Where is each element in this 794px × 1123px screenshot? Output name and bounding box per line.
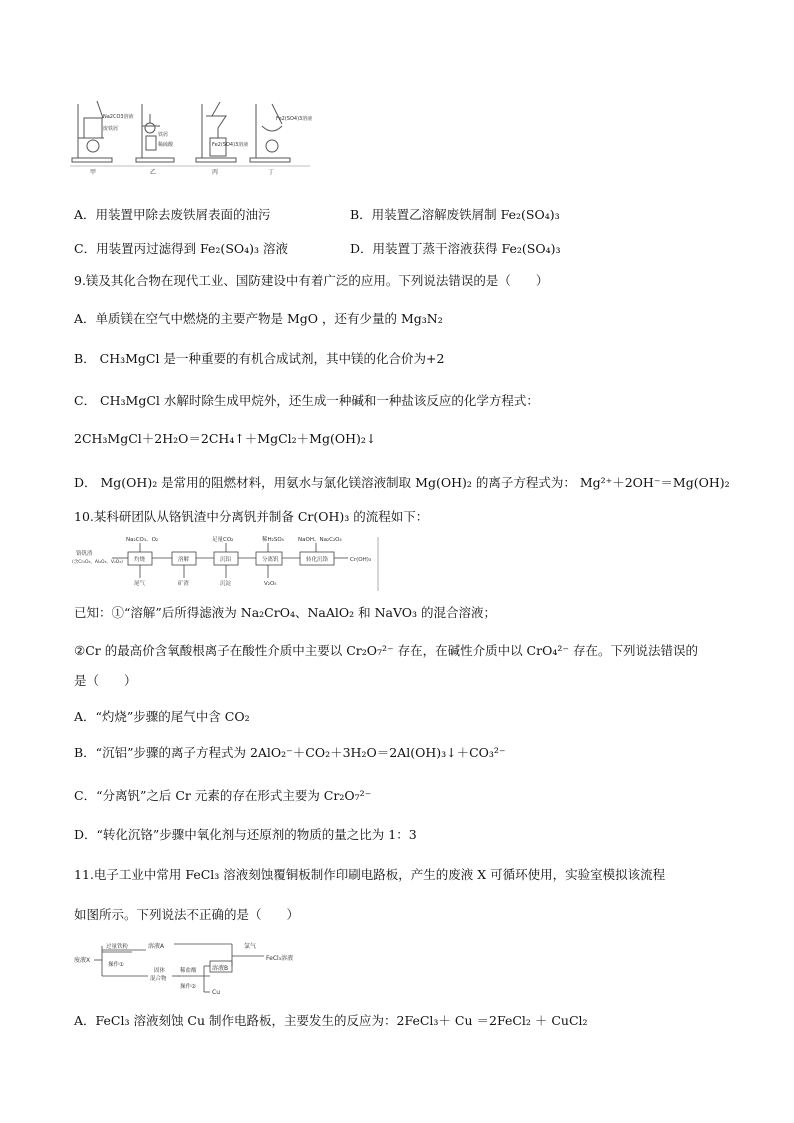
output-tail-gas: 尾气	[134, 581, 146, 587]
q9-option-a[interactable]: A．单质镁在空气中燃烧的主要产物是 MgO ，还有少量的 Mg₃N₂	[74, 311, 443, 326]
q11-process-flowchart	[72, 936, 312, 996]
q9-option-c-equation: 2CH₃MgCl＋2H₂O＝2CH₄↑＋MgCl₂＋Mg(OH)₂↓	[74, 431, 377, 446]
q8-option-a[interactable]: A．用装置甲除去废铁屑表面的油污	[74, 207, 271, 222]
flow-op2-label: 操作②	[180, 984, 196, 990]
q10-option-d[interactable]: D．“转化沉铬”步骤中氧化剂与还原剂的物质的量之比为 1：3	[74, 827, 417, 842]
q11-stem-1: 11.电子工业中常用 FeCl₃ 溶液刻蚀覆铜板制作印刷电路板，产生的废液 X 可循环使用，实验室模拟该流程	[74, 867, 666, 882]
reagent-sep-v: 稀H₂SO₄	[262, 537, 284, 543]
reagent-roast: Na₂CO₃、O₂	[126, 537, 159, 543]
q10-option-a[interactable]: A．“灼烧”步骤的尾气中含 CO₂	[74, 709, 250, 724]
q9-option-d[interactable]: D． Mg(OH)₂ 是常用的阻燃材料，用氨水与氯化镁溶液制取 Mg(OH)₂ 的离子方程式为： Mg²⁺＋2OH⁻＝Mg(OH)₂	[74, 475, 730, 490]
q10-known-2: ②Cr 的最高价含氧酸根离子在酸性介质中主要以 Cr₂O₇²⁻ 存在，在碱性介质中以 CrO₄²⁻ 存在。下列说法错误的	[74, 643, 698, 658]
step-roast: 灼烧	[134, 557, 146, 563]
label-bing: 丙	[212, 169, 219, 176]
step-cr: 转化沉铬	[306, 557, 329, 563]
flow-start-composition: (含Cr₂O₃、Al₂O₃、V₂O₃)	[72, 560, 123, 565]
flow-op2-reagent: 稀盐酸	[180, 968, 197, 974]
q8-option-c[interactable]: C．用装置丙过滤得到 Fe₂(SO₄)₃ 溶液	[74, 241, 288, 256]
flow-product: Cr(OH)₃	[350, 557, 372, 563]
output-precipitate: 沉淀	[220, 581, 232, 587]
q10-known-1: 已知：①“溶解”后所得滤液为 Na₂CrO₄、NaAlO₂ 和 NaVO₃ 的混合溶液；	[74, 605, 497, 620]
q11-stem-2: 如图所示。下列说法不正确的是（ ）	[74, 907, 300, 922]
flow-solution-b: 溶液B	[212, 965, 229, 972]
step-precip-al: 沉铝	[220, 557, 232, 563]
flow-op1-reagent: 过量铁粉	[106, 944, 129, 950]
q8-apparatus-figure	[70, 96, 320, 176]
q11-option-a[interactable]: A．FeCl₃ 溶液刻蚀 Cu 制作电路板，主要发生的反应为：2FeCl₃＋ Cu ＝2FeCl₂ ＋ CuCl₂	[74, 1013, 588, 1028]
tag-na2co3: Na2CO3溶液	[103, 114, 134, 120]
q9-option-c[interactable]: C． CH₃MgCl 水解时除生成甲烷外，还生成一种碱和一种盐该反应的化学方程式：	[74, 393, 539, 408]
tag-waste-iron: 废铁屑	[103, 126, 119, 132]
reagent-precip-al: 足量CO₂	[212, 537, 234, 543]
flow-solution-a: 溶液A	[148, 943, 165, 950]
label-yi: 乙	[150, 169, 157, 176]
flow-cu: Cu	[212, 989, 220, 996]
tag-dilute-h2so4: 稀硫酸	[158, 142, 174, 148]
apparatus-ding	[250, 104, 290, 162]
label-jia: 甲	[90, 169, 97, 176]
reagent-cr: NaOH、Na₂C₂O₄	[298, 537, 342, 543]
step-sep-v: 分离钒	[262, 557, 279, 563]
flow-chlorine: 氯气	[244, 943, 257, 950]
flow-solid: 固体	[154, 968, 166, 974]
q9-stem: 9.镁及其化合物在现代工业、国防建设中有着广泛的应用。下列说法错误的是（ ）	[74, 273, 549, 288]
apparatus-bing	[196, 102, 236, 162]
flow-op1-label: 操作①	[108, 962, 124, 968]
flow-start: 铬钒渣	[76, 551, 93, 557]
q10-option-c[interactable]: C．“分离钒”之后 Cr 元素的存在形式主要为 Cr₂O₇²⁻	[74, 788, 372, 803]
q10-stem: 10.某科研团队从铬钒渣中分离钒并制备 Cr(OH)₃ 的流程如下：	[74, 509, 429, 524]
tag-fe2so43-filter: Fe2(SO4)3溶液	[212, 142, 249, 148]
tag-fe2so43-evap: Fe2(SO4)3溶液	[276, 116, 313, 122]
label-ding: 丁	[268, 169, 275, 176]
q9-option-b[interactable]: B． CH₃MgCl 是一种重要的有机合成试剂，其中镁的化合价为+2	[74, 351, 445, 366]
output-slag: 矿渣	[178, 581, 190, 587]
q10-option-b[interactable]: B．“沉铝”步骤的离子方程式为 2AlO₂⁻＋CO₂＋3H₂O＝2Al(OH)₃↓＋CO₃²⁻	[74, 745, 506, 760]
tag-iron-scrap: 铁屑	[158, 132, 169, 138]
flow-solid-mixture: 混合物	[150, 976, 167, 982]
q8-option-b[interactable]: B．用装置乙溶解废铁屑制 Fe₂(SO₄)₃	[350, 207, 560, 222]
step-dissolve: 溶解	[178, 557, 190, 563]
q8-option-d[interactable]: D．用装置丁蒸干溶液获得 Fe₂(SO₄)₃	[350, 241, 561, 256]
q10-known-3: 是（ ）	[74, 673, 137, 688]
q10-process-flowchart	[72, 533, 384, 595]
apparatus-yi	[136, 104, 174, 162]
output-v2o5: V₂O₅	[264, 581, 277, 587]
flow-fecl3-product: FeCl₃溶液	[266, 955, 294, 962]
flow-waste-x: 废液X	[74, 957, 91, 964]
